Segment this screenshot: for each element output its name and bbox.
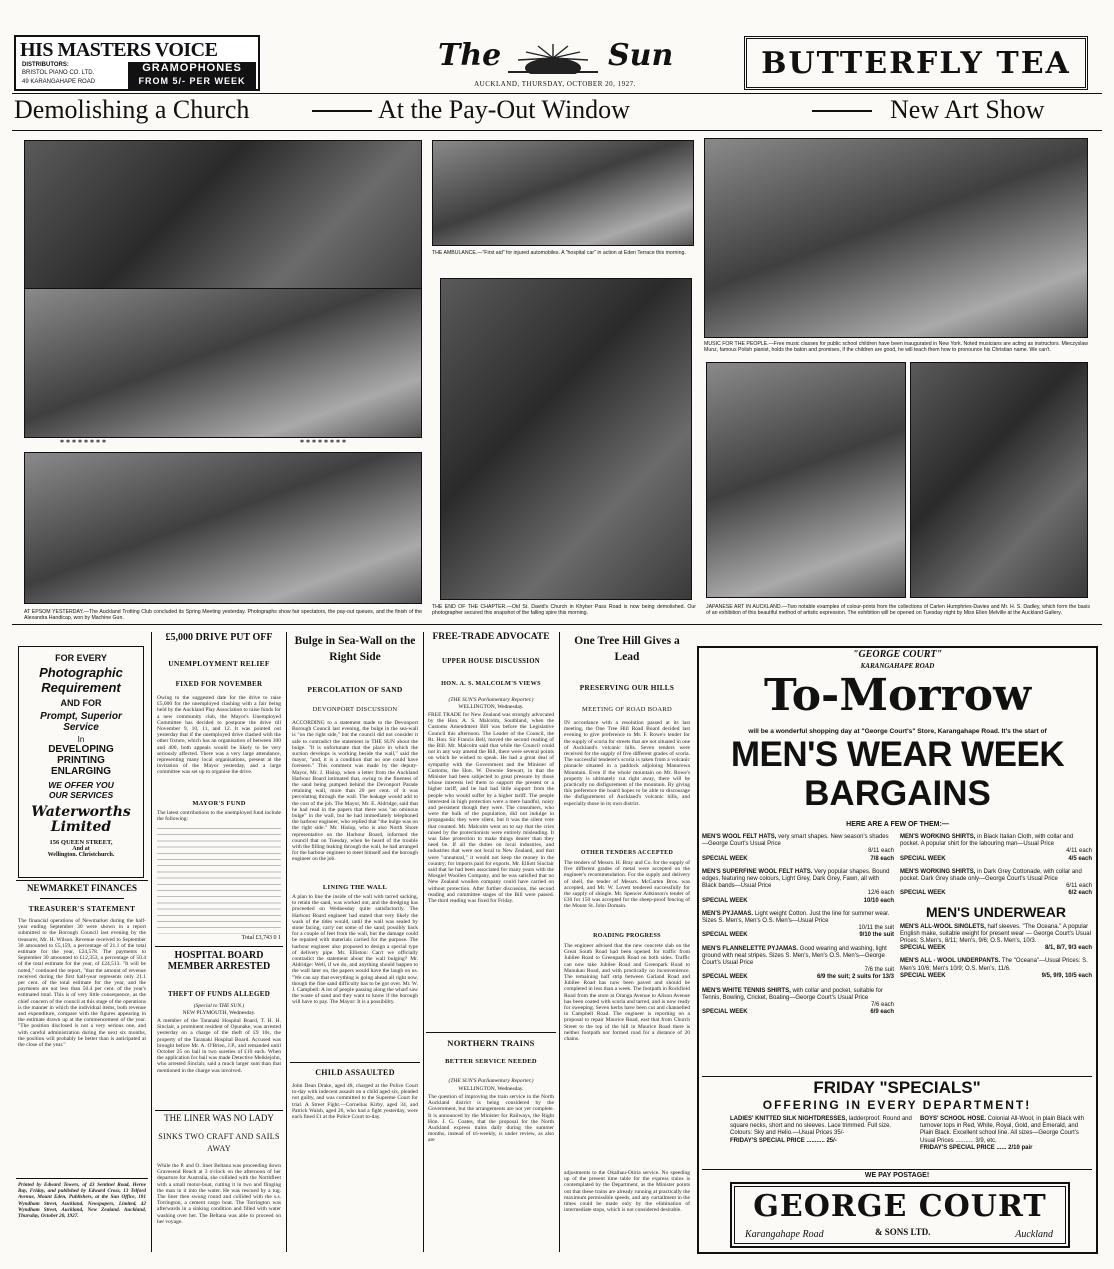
col-divider-4: [559, 632, 560, 1252]
trains-head: NORTHERN TRAINS: [447, 1038, 535, 1048]
caption-church: THE END OF THE CHAPTER.—Old St. David's Church in Khyber Pass Road is now being demolished. Our photographer secured this snapshot of the falling spire this morning.: [432, 604, 696, 616]
imprint-rule: [16, 1178, 148, 1179]
gc-logo-city: Auckland: [1015, 1229, 1053, 1240]
gc-friday-right-price: FRIDAY'S SPECIAL PRICE ...... 2/10 pair: [920, 1144, 1033, 1151]
hmv-distributors: DISTRIBUTORS:: [22, 62, 69, 68]
mayors-fund-intro: The latest contributions to the unemployed fund include the following:: [157, 810, 281, 823]
caption-music: MUSIC FOR THE PEOPLE.—Free music classes for public school children have been inaugurated in New York. Noted musicians are acting as instructors. Mieczyslaw Munz, famous Polish pianist, holds the baton and promises, if the children are good, he will teach them how to pronounce his Christian name. We can't.: [704, 341, 1088, 353]
banner-top-rule: [12, 93, 1102, 94]
ww-l10: ENLARGING: [51, 766, 111, 777]
ww-cities: Wellington. Christchurch.: [47, 852, 115, 858]
gc-logo-inner: [734, 1186, 1066, 1244]
freetrade-head: FREE-TRADE ADVOCATE: [432, 632, 550, 642]
gc-item-desc: The "Oceana"—Usual Prices: S. Men's 10/6; Men's 10/9; O.S. Men's, 11/6.: [900, 958, 1088, 972]
banner-bottom-rule: [12, 130, 1102, 131]
gc-logo-road: Karangahape Road: [745, 1229, 824, 1240]
ww-l12: OUR SERVICES: [48, 790, 114, 800]
gc-friday-sub: OFFERING IN EVERY DEPARTMENT!: [762, 1098, 1032, 1112]
gc-underwear-head: MEN'S UNDERWEAR: [926, 903, 1066, 920]
gc-item-special: 9/10 the suit: [859, 932, 894, 939]
gc-item-special: 6/2 each: [1068, 890, 1092, 897]
seawall-body2: A plan to line the inside of the wall with tarred sacking, to retain the sand, was worked out, and the dredging has proceeded on Wednesday quite satisfactorily. The Harbour Board engineer had stated that very likely the wash of the tides would, until the wall was sealed by stone facing, carry out some of the sand; possibly back for a couple of feet from the wall, but the damage could be repaired with materials carried for the purpose. The harbour engineer also proposed to design a special type of delivery pipe. Mr. Elliston: Can't we officially contradict the statement about the wall bulging? Mr. Aldridge: Well, if we do, and anything should happen to the wall later on, the papers would have the laugh on us. "We can say that everything is going ahead all right now, though the fine sand difficulty has to be got over. Mr. W. J. Campbell: A lot of people passing along the wharf saw the waste of sand and they want to know if the borough will have to pay. The Mayor: It is a possibility.: [292, 894, 418, 1006]
gc-friday-left-price: FRIDAY'S SPECIAL PRICE ........... 25/-: [730, 1137, 837, 1144]
gc-item-desc: in Dark Grey Cottonade, with collar and pocket. Dark Grey shade only—George Court's Usual Price: [900, 868, 1082, 883]
banner-church: Demolishing a Church: [14, 95, 250, 124]
mayors-fund-total: Total £3,743 0 1: [241, 935, 281, 941]
photo-church-spire: [440, 278, 692, 600]
dateline: AUCKLAND, THURSDAY, OCTOBER 20, 1927.: [474, 80, 636, 88]
freetrade-body: FREE TRADE for New Zealand was strongly advocated by the Hon. A. S. Malcolm, Southland, when the Customs Amendment Bill was before the Legislative Council this afternoon. The Leader of the Council, the Rt. Hon. Sir Francis Bell, moved the second reading of the Bill. Mr. Malcolm said that while the Council could not in any way amend the Bill, there were several points on which he wished to speak. He had a great deal of sympathy with the Government and the Minister of Customs, the Hon. W. Downie Stewart, in that the Minister had been subjected to great pressure by those whose interests led them to support the present or a higher tariff, and he had had little support from the people who would suffer by a higher tariff. The people interested in high protection were a mere handful, noisy and persistent though they were. The consumers, who were the bulk of the population, did not indulge in propaganda; they were silent, but it was the silent vote that counted. Mr. Malcolm went on to say that the cries raised by the protectionists were entirely misleading. It was false protection to make things dearer than they need be. If all the duties on local industries, and industries that were not local to New Zealand, and that were "unnatural," it would not keep the money in the country; for imports paid for exports. Mr. Elliott Sinclair said that he had been associated for many years with the Mosgiel Woollen Company, and he was satisfied that no New Zealand woollen company could have carried on without protection. After further discussion, the second reading and committee stages of the Bill were passed. The third reading was fixed for Friday.: [428, 712, 554, 905]
gc-special-label: SPECIAL WEEK: [702, 974, 748, 981]
gc-special-label: SPECIAL WEEK: [900, 945, 946, 952]
gc-item-special: 10/10 each: [863, 897, 894, 904]
hosp-head: HOSPITAL BOARD MEMBER ARRESTED: [167, 950, 271, 972]
photo-japanese-print-1: [706, 362, 906, 598]
gc-logo-sons: & SONS LTD.: [875, 1227, 931, 1237]
liner-head: THE LINER WAS NO LADY: [164, 1113, 274, 1123]
ww-address: 156 QUEEN STREET,: [49, 839, 113, 846]
drive-sub1: UNEMPLOYMENT RELIEF: [168, 659, 270, 668]
gc-friday-right-desc: Colonial All-Wool, in plain Black with turnover tops in Red, White, Royal, Gold, and Emerald, and Plain Black. Excellent school line. All sizes—George Court's Usual Prices ........... 3/9, etc.: [920, 1116, 1084, 1144]
photo-trotting-finish: [24, 452, 422, 604]
trains-body: The question of improving the train service in the North Auckland district is being considered by the Government, but the arrangements are not yet complete. It is announced by the Minister for Railways, the Right Hon. J. G. Coates, that the proposal for the North Auckland express trains daily during the summer months, instead of tri-weekly, is under review, as also are: [428, 1094, 554, 1144]
butterfly-tea-text: BUTTERFLY TEA: [761, 45, 1071, 81]
gc-item: [702, 869, 894, 905]
gc-item-title: MEN'S FLANNELETTE PYJAMAS.: [702, 945, 799, 952]
newmarket-rule: [16, 880, 148, 881]
onetree-sub1: PRESERVING OUR HILLS: [579, 684, 675, 692]
gc-item-title: MEN'S ALL-WOOL SINGLETS,: [900, 923, 986, 930]
gc-item: [702, 911, 894, 940]
onetree-head: One Tree Hill Gives a Lead: [574, 635, 680, 663]
ww-l4: AND FOR: [60, 698, 102, 708]
gc-item-special: 9/5, 9/9, 10/5 each: [1041, 972, 1092, 979]
gc-item: [702, 834, 894, 863]
gc-item-title: MEN'S WHITE TENNIS SHIRTS,: [702, 987, 791, 994]
gc-item-usual: 12/6 each: [867, 890, 894, 897]
gc-left-items: [702, 834, 894, 1016]
gc-item-desc: Light weight Cotton. Just the line for summer wear. Sizes S. Men's, Men's O.S. Men's—Usual Price: [702, 910, 890, 925]
drive-sub2: FIXED FOR NOVEMBER: [175, 680, 263, 688]
gc-top: "GEORGE COURT": [852, 649, 943, 660]
gc-item-special: 8/1, 8/7, 9/3 each: [1044, 945, 1092, 952]
gc-item-usual: 6/11 each: [1066, 883, 1092, 890]
tenders-body: The tenders of Messrs. H. Bray and Co. for the supply of five different grades of metal were accepted on the engineer's recommendation. For the supply and delivery of shell, the tender of Messrs. McCarten Bros. was accepted, and Mr. W. Lovett tendered successfully for the supply of shingle. Mr. Spencer Aitkinson's tender of £36 for 150 was accepted for the sheep-proof fencing of the Mount St. John Domain.: [564, 860, 690, 910]
mayors-fund-list: [157, 826, 281, 934]
freetrade-place: WELLINGTON, Wednesday.: [458, 704, 524, 710]
gc-item-title: MEN'S ALL - WOOL UNDERPANTS.: [900, 958, 1001, 965]
stars-left: ********: [60, 438, 108, 447]
gc-friday-left-desc: ladderproof. Round and square necks, short and no sleeves. Lace trimmed. Full size. Colours: Sky and Helio.—Usual Prices 35/-: [730, 1116, 912, 1137]
gc-special-label: SPECIAL WEEK: [702, 855, 748, 862]
gc-intro: will be a wonderful shopping day at "George Court's" Store, Karangahape Road. It's the start of: [748, 728, 1047, 735]
title-the: The: [438, 38, 502, 73]
gc-special-label: SPECIAL WEEK: [702, 897, 748, 904]
caption-epsom: AT EPSOM YESTERDAY.—The Auckland Trotting Club concluded its Spring Meeting yesterday. Photographs show fair spectators, the pay-out queues, and the finish of the Alexandra Handicap, won by Machine Gun.: [24, 609, 422, 621]
gc-headline: To-Morrow: [764, 670, 1031, 721]
gc-item-desc: half sleeves. "The Oceana." A popular English make, suitable weight for present wear — George Court's Usual Prices: S.Men's, 8/11; Men's, 9/6; O.S. Men's, 10/3.: [900, 923, 1091, 945]
banner-dash-2: [812, 110, 872, 112]
seawall-sub2: DEVONPORT DISCUSSION: [312, 706, 398, 713]
ww-l1: FOR EVERY: [55, 653, 107, 663]
gc-item-desc: in Black Italian Cloth, with collar and pocket. A popular shirt for the labouring man—Usual Price: [900, 834, 1074, 848]
hmv-address: 49 KARANGAHAPE ROAD: [22, 79, 96, 85]
ww-l8: DEVELOPING: [48, 744, 114, 755]
gc-logo-box: [730, 1182, 1070, 1248]
gc-item-usual: 4/11 each: [1066, 848, 1092, 855]
ww-l7: In: [77, 735, 85, 744]
caption-ambulance: THE AMBULANCE.—"First aid" for injured automobiles. A "hospital car" in action at Eden Terrace this morning.: [432, 250, 686, 256]
onetree-tail: adjustments to the Okaihau-Otiria service. No speeding up of the present time table for the express trains is contemplated by the Department, as the Minister points out that these trains are already running at practically the maximum permissible speeds, and any curtailment in the times could be made only by the elimination of intermediate stops, which is not considered desirable.: [564, 1170, 690, 1214]
gc-item-title: MEN'S WORKING SHIRTS,: [900, 868, 976, 875]
ww-l9: PRINTING: [57, 755, 105, 766]
child-head: CHILD ASSAULTED: [315, 1068, 395, 1077]
gc-item-special: 4/5 each: [1068, 855, 1092, 862]
child-rule: [290, 1062, 420, 1063]
liner-rule: [155, 1110, 283, 1111]
gc-item-title: MEN'S PYJAMAS.: [702, 910, 754, 917]
mayors-fund-head: MAYOR'S FUND: [192, 800, 246, 807]
gc-friday-left-title: LADIES' KNITTED SILK NIGHTDRESSES,: [730, 1116, 848, 1122]
freetrade-sub1: UPPER HOUSE DISCUSSION: [442, 658, 540, 665]
ww-l2: Photographic: [39, 665, 123, 680]
gc-item-desc: Good wearing and washing, light ground with neat stripes. Sizes S. Men's, Men's O.S. Men's—George Court's Usual Price: [702, 945, 887, 967]
gc-postage: WE PAY POSTAGE!: [864, 1172, 930, 1179]
gc-item-title: MEN'S WORKING SHIRTS,: [900, 834, 976, 840]
hmv-product: GRAMOPHONES: [142, 62, 242, 74]
hmv-ad: [14, 35, 260, 91]
gc-item-special: 7/8 each: [870, 855, 894, 862]
gc-special-label: SPECIAL WEEK: [900, 890, 946, 897]
seawall-body: ACCORDING to a statement made to the Devonport Borough Council last evening, the bulge in the sea-wall is "on the right side," but the council did not consider it safe to contradict the statement in THE SUN about the bulge. "It is unfortunate that the place in which the suction develops is working beside the wall," said the mayor, "and, it is a condition that no one could have foreseen." This comment was made by the deputy-Mayor, Mr. J. Hislop, when a letter from the Auckland Harbour Board intimated that, owing to the fineness of the sand being pumped behind the Devonport Parade retaining wall, more than 20 per cent. of it was percolating through the wall. The leakage would add to the cost of the job. The Mayor, Mr. E. Aldridge, said that he had read in the papers that there was "an ominous bulge" in the wall, but he had immediately telephoned the harbour engineer, who replied that "the bulge was on the right side." Mr. Hislop, who is also North Shore representative on the Harbour Board, informed the council that on Tuesday, when he heard of the trouble with the filling leaking through the wall, he had arranged for the harbour engineer to meet himself and the borough engineer on the job.: [292, 720, 418, 863]
banner-art: New Art Show: [890, 95, 1045, 124]
gc-item-usual: 8/11 each: [868, 848, 894, 855]
gc-friday-right-title: BOYS' SCHOOL HOSE.: [920, 1116, 986, 1122]
col-divider-2: [286, 632, 287, 1252]
gc-item: [702, 946, 894, 982]
onetree-body: IN accordance with a resolution passed at its last meeting, the One Tree Hill Road Board decided last evening to give preference to Mr. F. Rowe's tender for the supply of scoria for streets that are not situated in one of Auckland's volcanic hills. Seven tenders were received for the supply of five different grades of scoria. The successful tenderer's scoria is taken from a volcanic pinnacle situated in a paddock adjoining Manurewa Mountain. Even if the whole mountain on Mr. Rowe's property is ultimately cut right away, there will be practically no disfigurement of the mountain. By giving this preference the board hopes to be able to discourage the disfigurement of Auckland's volcanic hills, and especially those in its own district.: [564, 720, 690, 807]
gc-item: [702, 988, 894, 1017]
banner-payout: At the Pay-Out Window: [378, 95, 630, 124]
hmv-company: BRISTOL PIANO CO. LTD.: [22, 70, 95, 76]
gc-item-special: 6/9 the suit; 2 suits for 13/3: [816, 974, 894, 981]
ww-l5: Prompt, Superior: [40, 711, 122, 722]
section-rule: [12, 624, 1102, 625]
photo-japanese-print-2: [910, 362, 1088, 598]
child-body: John Dean Drake, aged 48, charged at the Police Court to-day with indecent assault on a child aged six, pleaded not guilty, and was committed to the Supreme Court for trial. A Street Fight.—Cornelius Kirby, aged 34, and Patrick Walsh, aged 26, who had a fight yesterday, were each fined £1 at the Police Court to-day.: [292, 1083, 418, 1121]
hmv-product-box: [128, 62, 256, 89]
gc-item-title: MEN'S SUPERFINE WOOL FELT HATS.: [702, 868, 813, 875]
roading-head: ROADING PROGRESS: [593, 933, 661, 939]
gc-special-label: SPECIAL WEEK: [702, 1009, 748, 1016]
gc-item: [900, 958, 1092, 980]
photo-music-class: [704, 138, 1088, 338]
roading-body: The engineer advised that the new concrete slab on the Great South Road had been opened for traffic from Jubilee Road to Greenpark Road on both sides. Traffic can now take Jubilee Road and Greenpark Road to Manukau Road, and with practically no inconvenience. The remaining half strip between Garland Road and Jubilee Road has now been paved and should be completed in less than a week. The footpath in Rockfield Road from the store at Oranga Avenue to Alison Avenue has been coated with scoria and tarred, and is now ready for sweeping. Seven kerbs have been cut and channelled in Campbell Road. The engineer is reporting on a proposal to repair Maurice Road, east that from Church Street to the top of the hill in Maurice Road there is neither footpath nor formed road for a distance of 20 chains.: [564, 943, 690, 1043]
hosp-wire: (Special to THE SUN.): [193, 1003, 245, 1009]
freetrade-wire: (THE SUN'S Parliamentary Reporter.): [448, 697, 534, 703]
masthead-title: [420, 36, 690, 76]
trains-place: WELLINGTON, Wednesday.: [458, 1086, 524, 1092]
gc-here: HERE ARE A FEW OF THEM:—: [846, 821, 949, 828]
gc-big2: BARGAINS: [804, 774, 991, 813]
gc-item-desc: with collar and pocket, suitable for Tennis, Bowling, Cricket, Boating—George Court's Usual Price: [702, 987, 883, 1001]
trains-rule: [426, 1032, 556, 1033]
tenders-head: OTHER TENDERS ACCEPTED: [580, 850, 674, 856]
stars-right: ********: [300, 438, 348, 447]
col-divider-1: [151, 632, 152, 1252]
newmarket-head: NEWMARKET FINANCES: [26, 883, 138, 893]
ww-l3: Requirement: [41, 680, 121, 695]
waterworths-ad: [18, 646, 144, 878]
gc-item-usual: 10/11 the suit: [858, 925, 894, 932]
gc-right-items: [900, 834, 1092, 980]
banner-dash-1: [312, 110, 372, 112]
newmarket-body: The financial operations of Newmarket during the half-year ending September 30 were shown in a report submitted to the Borough Council last evening by the treasurer, Mr. H. Wilson. Revenue received to September 30 amounted to £5,159, a percentage of 21.1 of the total estimate for the year, £24,578. The payments to September 30 amounted to £12,353, a percentage of 50.4 of the total estimate for the year, of £24,513. "It will be noted," continued the report, "that the amount of revenue received during the first half-year represents only 21.1 per cent. of the total estimate for the year, and the payments are not less than 50.4 per cent. of the year's estimated total. This is of very little consequence, as the chief concern of the council at this stage of the operations is the manner in which the individual items, both revenue and expenditure, compare with the figures appearing in the estimate drawn up at the commencement of the year. "The position disclosed is not a very serious one, and with careful administration during the next six months, the position will probably be better than is anticipated at the close of the year.": [18, 918, 146, 1049]
gc-friday-left: [730, 1116, 912, 1145]
gc-item-usual: 7/6 the suit: [864, 967, 894, 974]
gc-big1: MEN'S WEAR WEEK: [730, 735, 1065, 774]
newmarket-rule-2: [40, 898, 124, 899]
imprint: Printed by Edward Towers, of 43 Sentinel Road, Herne Bay, Friday, and published by Edward Cross, 13 Telford Avenue, Mount Eden, Publishers, at the Sun Office, 101 Wyndham Street, Auckland, Newspapers, Limited, 42 Wyndham Street, Auckland, New Zealand. Auckland, Thursday, October 20, 1927.: [18, 1182, 146, 1220]
trains-wire: (THE SUN'S Parliamentary Reporter.): [448, 1078, 534, 1084]
ww-and: And at: [72, 846, 90, 852]
trains-sub: BETTER SERVICE NEEDED: [445, 1058, 537, 1065]
newmarket-sub: TREASURER'S STATEMENT: [28, 904, 136, 913]
banner: [12, 95, 1102, 129]
gc-item-desc: Very popular shapes. Bound edges, featuring new colours, Light Grey, Dark Grey, Fawn, all with Black bands—Usual Price: [702, 868, 890, 890]
hosp-rule: [155, 946, 283, 947]
gc-road: KARANGAHAPE ROAD: [860, 662, 935, 670]
gc-friday-head: FRIDAY "SPECIALS": [813, 1078, 981, 1097]
gc-item: [900, 924, 1092, 953]
hosp-body: A member of the Taranaki Hospital Board, T. H. H. Sinclair, a prominent resident of Opunake, was arrested yesterday on a charge of the theft of £9 10s, the property of the Taranaki Hospital Board. Accused was brought before Mr. A. O'Brien, J.P., and remanded until October 25 on bail in two sureties of £10 each. When the application for bail was made Detective Meiklejohn, who arrested Sinclair, said a much larger sum than that mentioned in the charge was involved.: [157, 1018, 281, 1074]
gc-logo: GEORGE COURT: [753, 1189, 1047, 1224]
liner-body: While the P. and O. liner Beltana was proceeding down Gravesend Reach at 3 o'clock on the afternoon of her departure for Australia, she collided with the Northfleet with a small motor-boat, cutting it in two and flinging the man in it into the water. He was rescued by a tug. The liner then swung round and collided with the s.s. Torrington, a cement cargo boat. The Torrington was afterwards in a sinking condition and filled with water washing over her. The Beltana was able to proceed on her voyage.: [157, 1163, 281, 1225]
gc-item-usual: 7/6 each: [870, 1002, 894, 1009]
photo-ambulance: [432, 140, 694, 246]
caption-japanese: JAPANESE ART IN AUCKLAND.—Two notable examples of colour-prints from the collections of Carlen Humphries-Davies and Mr. H. S. Dadley, which form the basis of an exhibition of this beautiful method of artistic expression. The exhibition will be opened on Tuesday night by Miss Ellen Melville at the Auckland Gallery.: [706, 604, 1090, 616]
freetrade-sub2: HON. A. S. MALCOLM'S VIEWS: [441, 680, 541, 687]
gc-item: [900, 869, 1092, 898]
onetree-sub2: MEETING OF ROAD BOARD: [582, 706, 672, 713]
ww-brand: Waterworths Limited: [31, 804, 131, 835]
butterfly-tea-ad: [744, 36, 1088, 90]
hmv-offer: FROM 5/- PER WEEK: [138, 76, 246, 86]
hmv-brand: HIS MASTERS VOICE: [20, 39, 218, 61]
drive-body: Owing to the suggested date for the drive to raise £5,000 for the unemployed clashing with a fair being held by the Auckland Play Association to raise funds for a new community club, the Mayor's Unemployed Committee has decided to postpone the drive till November 9, 10, 11, and 12. It was pointed out yesterday that if the unemployed drive clashed with the other fixture, which has an organisation of between 300 and 400, both appeals would be likely to be very seriously affected. There was a very large attendance, representing many local organisations, present at the invitation of the Mayor yesterday, and a large committee was set up to organise the drive.: [157, 695, 281, 776]
liner-sub: SINKS TWO CRAFT AND SAILS AWAY: [158, 1132, 280, 1153]
lining-head: LINING THE WALL: [322, 884, 388, 891]
gc-item-desc: very smart shapes. New season's shades—George Court's Usual Price: [702, 834, 889, 848]
gc-item: [900, 834, 1092, 863]
gc-item-title: MEN'S WOOL FELT HATS,: [702, 834, 777, 840]
col-divider-3: [423, 632, 424, 1252]
photo-payout-queue: [24, 288, 422, 438]
title-sun: Sun: [608, 38, 674, 73]
hosp-sub: THEFT OF FUNDS ALLEGED: [167, 990, 271, 998]
seawall-head: Bulge in Sea-Wall on the Right Side: [294, 635, 416, 663]
hosp-place: NEW PLYMOUTH, Wednesday.: [182, 1010, 256, 1016]
seawall-sub1: PERCOLATION OF SAND: [307, 685, 403, 694]
photo-fair-spectators: [24, 140, 422, 306]
ww-l6: Service: [63, 722, 99, 733]
gc-friday-right: [920, 1116, 1092, 1152]
gc-item-special: 6/9 each: [870, 1009, 894, 1016]
drive-head: £5,000 DRIVE PUT OFF: [165, 632, 273, 643]
gc-special-label: SPECIAL WEEK: [702, 932, 748, 939]
ww-l11: WE OFFER YOU: [48, 780, 114, 790]
gc-special-label: SPECIAL WEEK: [900, 972, 946, 979]
sunrise-icon: [508, 42, 598, 74]
gc-special-label: SPECIAL WEEK: [900, 855, 946, 862]
